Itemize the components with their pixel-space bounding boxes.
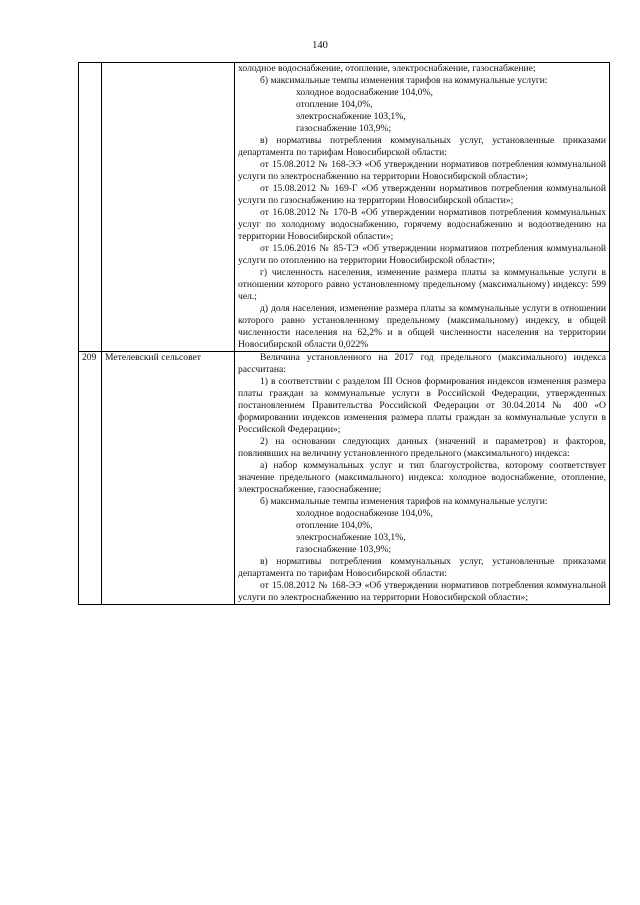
paragraph: а) набор коммунальных услуг и тип благоустройства, которому соответствует значение предельного (максимального) индекса: холодное водоснабжение, отопление, электроснабжение, газоснабжение; bbox=[238, 460, 606, 495]
municipality-name-cell: Метелевский сельсовет bbox=[102, 352, 235, 605]
paragraph: б) максимальные темпы изменения тарифов на коммунальные услуги: bbox=[260, 496, 548, 507]
paragraph: в) нормативы потребления коммунальных услуг, установленные приказами департамента по тарифам Новосибирской области: bbox=[238, 556, 606, 579]
paragraph: 1) в соответствии с разделом III Основ формирования индексов изменения размера платы граждан за коммунальные услуги в Российской Федерации, утвержденных постановлением Правительства Российской Федерации от 30.04.2014 № 400 «О формировании индексов изменения размера платы граждан за коммунальные услуги в Российской Федерации»; bbox=[238, 376, 606, 435]
paragraph: от 15.06.2016 № 85-ТЭ «Об утверждении нормативов потребления коммунальной услуги по отоплению на территории Новосибирской области»; bbox=[238, 243, 606, 266]
paragraph: Величина установленного на 2017 год предельного (максимального) индекса рассчитана: bbox=[238, 352, 606, 375]
tariff-list-item: холодное водоснабжение 104,0%, bbox=[296, 508, 433, 519]
paragraph: в) нормативы потребления коммунальных услуг, установленные приказами департамента по тарифам Новосибирской области: bbox=[238, 135, 606, 158]
tariff-list-item: электроснабжение 103,1%, bbox=[296, 111, 406, 122]
paragraph: от 15.08.2012 № 168-ЭЭ «Об утверждении нормативов потребления коммунальной услуги по электроснабжению на территории Новосибирской области»; bbox=[238, 159, 606, 182]
paragraph: д) доля населения, изменение размера платы за коммунальные услуги в отношении которого равно установленному предельному (максимальному) индексу, в общей численности населения на 62,2% и в общей численности населения на территории Новосибирской области 0,022% bbox=[238, 303, 606, 350]
tariff-list-item: электроснабжение 103,1%, bbox=[296, 532, 406, 543]
description-cell bbox=[235, 352, 610, 605]
tariff-list-item: отопление 104,0%, bbox=[296, 520, 373, 531]
paragraph: от 16.08.2012 № 170-В «Об утверждении нормативов потребления коммунальных услуг по холодному водоснабжению, горячему водоснабжению и водоотведению на территории Новосибирской области»; bbox=[238, 207, 606, 242]
paragraph: 2) на основании следующих данных (значений и параметров) и факторов, повлиявших на величину установленного предельного (максимального) индекса: bbox=[238, 436, 606, 459]
tariff-list-item: газоснабжение 103,9%; bbox=[296, 544, 392, 555]
paragraph: от 15.08.2012 № 169-Г «Об утверждении нормативов потребления коммунальной услуги по газоснабжению на территории Новосибирской области»; bbox=[238, 183, 606, 206]
page-number: 140 bbox=[312, 40, 328, 51]
tariff-list-item: газоснабжение 103,9%; bbox=[296, 123, 392, 134]
table-row bbox=[79, 352, 610, 605]
table-row bbox=[79, 63, 610, 352]
row-number-cell: 209 bbox=[79, 352, 102, 605]
paragraph: от 15.08.2012 № 168-ЭЭ «Об утверждении нормативов потребления коммунальной услуги по электроснабжению на территории Новосибирской области»; bbox=[238, 580, 606, 603]
paragraph: б) максимальные темпы изменения тарифов на коммунальные услуги: bbox=[260, 75, 548, 86]
row-number-cell bbox=[79, 63, 102, 352]
paragraph: холодное водоснабжение, отопление, электроснабжение, газоснабжение; bbox=[238, 63, 536, 74]
tariff-list-item: холодное водоснабжение 104,0%, bbox=[296, 87, 433, 98]
description-cell bbox=[235, 63, 610, 352]
document-table bbox=[78, 62, 610, 605]
municipality-name-cell bbox=[102, 63, 235, 352]
tariff-list-item: отопление 104,0%, bbox=[296, 99, 373, 110]
paragraph: г) численность населения, изменение размера платы за коммунальные услуги в отношении которого равно установленному предельному (максимальному) индексу: 599 чел.; bbox=[238, 267, 606, 302]
